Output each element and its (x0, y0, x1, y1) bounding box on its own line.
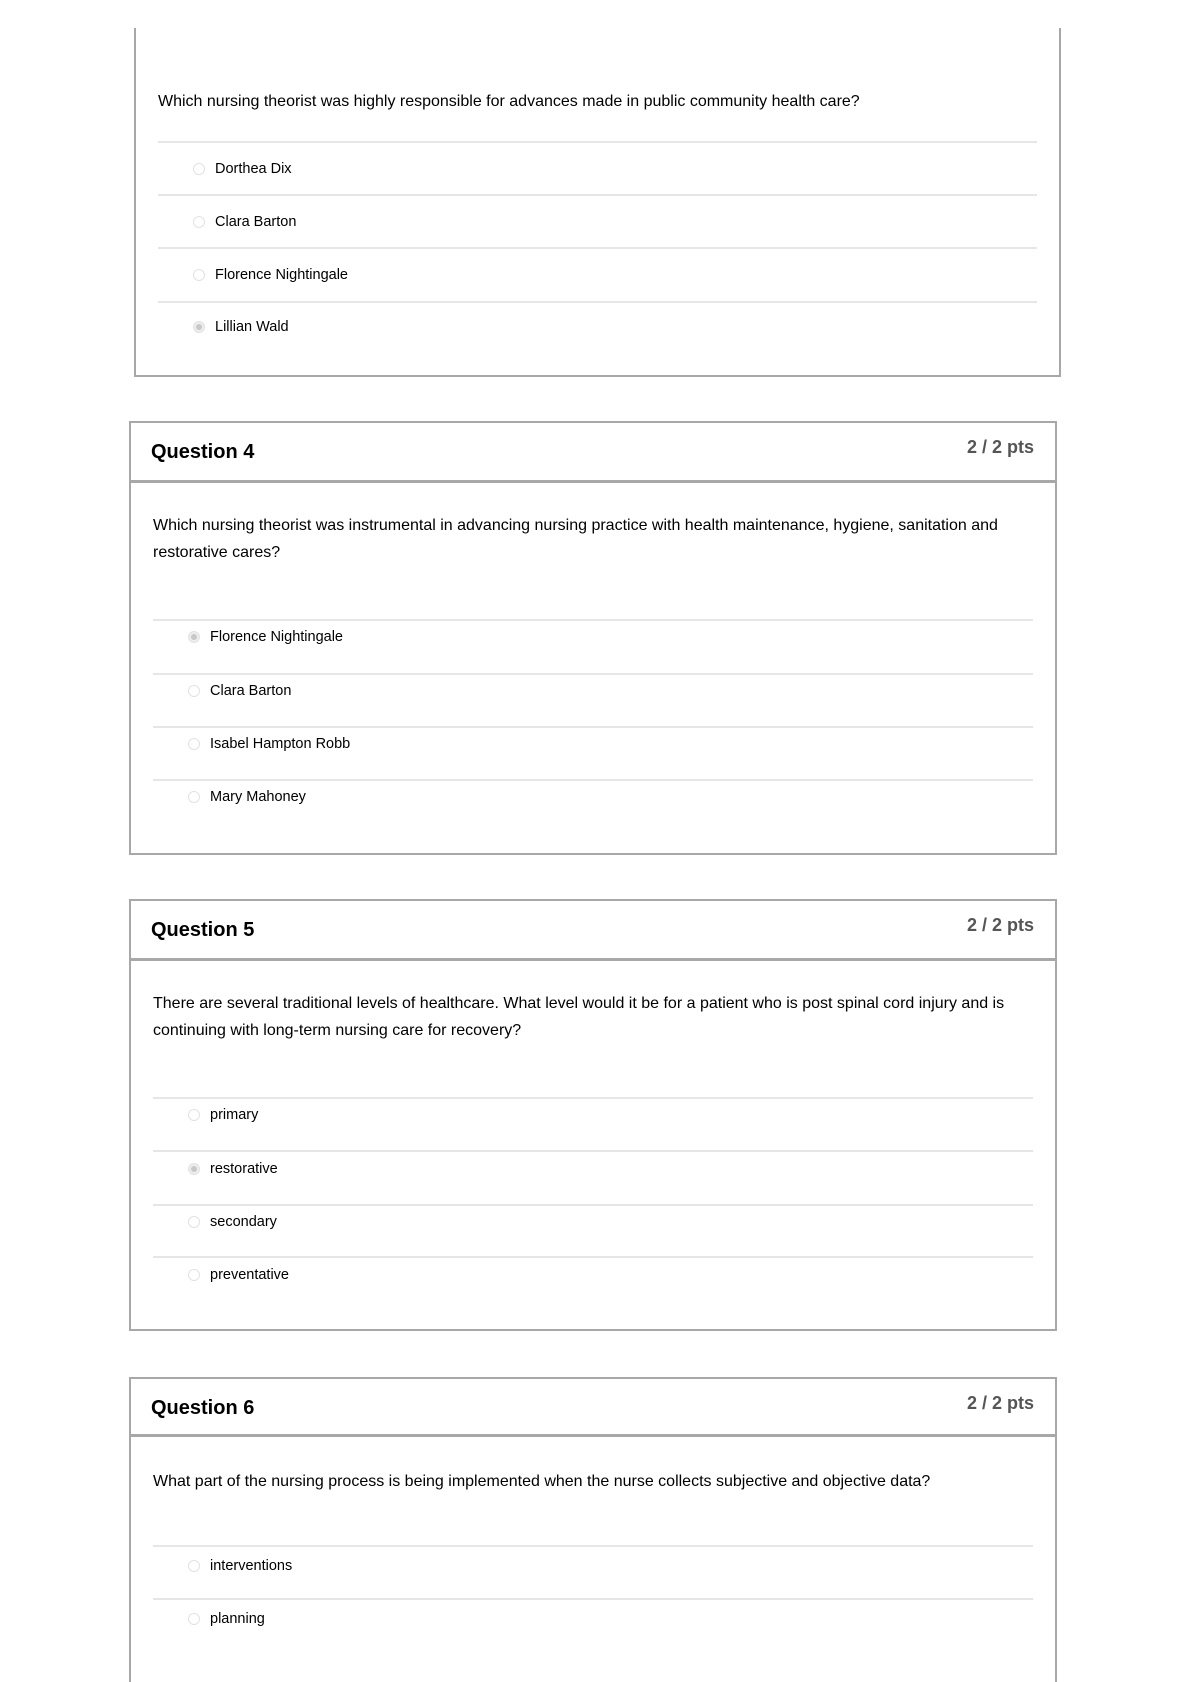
answer-label: primary (210, 1107, 259, 1123)
answer-divider (153, 726, 1033, 728)
answer-label: Isabel Hampton Robb (210, 736, 351, 752)
answer-option[interactable] (188, 1609, 265, 1629)
question-card (129, 421, 1057, 855)
answer-divider (158, 194, 1037, 196)
answer-divider (153, 673, 1033, 675)
answer-option[interactable] (188, 787, 306, 807)
answer-option[interactable] (193, 212, 296, 232)
radio-selected-icon[interactable] (188, 631, 200, 643)
answer-label: planning (210, 1611, 265, 1627)
question-text: There are several traditional levels of healthcare. What level would it be for a patient who is post spinal cord injury and is continuing with long-term nursing care for recovery? (153, 995, 1005, 1039)
answer-label: secondary (210, 1214, 277, 1230)
answer-option[interactable] (188, 681, 291, 701)
answer-divider (153, 1097, 1033, 1099)
question-card (129, 899, 1057, 1331)
question-text: What part of the nursing process is being implemented when the nurse collects subjective and objective data? (153, 1473, 931, 1490)
answer-divider (153, 1256, 1033, 1258)
question-card (134, 28, 1061, 377)
answer-divider (153, 779, 1033, 781)
question-header (131, 901, 1055, 961)
radio-icon[interactable] (188, 791, 200, 803)
question-points: 2 / 2 pts (966, 1393, 1034, 1413)
radio-icon[interactable] (188, 1216, 200, 1228)
radio-icon[interactable] (188, 1109, 200, 1121)
question-points: 2 / 2 pts (966, 915, 1034, 935)
radio-icon[interactable] (193, 216, 205, 228)
answer-option[interactable] (193, 265, 348, 285)
answer-divider (158, 141, 1037, 143)
question-header (131, 423, 1055, 483)
answer-option[interactable] (193, 317, 289, 337)
radio-selected-icon[interactable] (188, 1163, 200, 1175)
question-title: Question 5 (151, 919, 255, 941)
answer-divider (153, 1598, 1033, 1600)
question-title: Question 6 (151, 1397, 255, 1419)
answer-divider (158, 301, 1037, 303)
radio-icon[interactable] (193, 163, 205, 175)
answer-label: restorative (210, 1161, 278, 1177)
answer-divider (158, 247, 1037, 249)
question-header (131, 1379, 1055, 1437)
question-text: Which nursing theorist was highly responsible for advances made in public community health care? (158, 93, 860, 110)
radio-icon[interactable] (188, 1560, 200, 1572)
radio-selected-icon[interactable] (193, 321, 205, 333)
radio-icon[interactable] (188, 1269, 200, 1281)
radio-icon[interactable] (193, 269, 205, 281)
answer-divider (153, 1150, 1033, 1152)
question-title: Question 4 (151, 441, 255, 463)
answer-divider (153, 1204, 1033, 1206)
question-text: Which nursing theorist was instrumental in advancing nursing practice with health maintenance, hygiene, sanitation and restorative cares? (153, 517, 998, 561)
answer-divider (153, 1545, 1033, 1547)
answer-label: Clara Barton (210, 683, 292, 699)
answer-label: Florence Nightingale (215, 267, 348, 283)
answer-option[interactable] (188, 1265, 289, 1285)
answer-label: Dorthea Dix (215, 161, 292, 177)
radio-icon[interactable] (188, 685, 200, 697)
question-card (129, 1377, 1057, 1682)
answer-label: interventions (210, 1558, 293, 1574)
question-points: 2 / 2 pts (966, 437, 1034, 457)
answer-divider (153, 619, 1033, 621)
answer-label: Florence Nightingale (210, 629, 343, 645)
answer-option[interactable] (193, 159, 292, 179)
answer-label: Mary Mahoney (210, 789, 306, 805)
answer-option[interactable] (188, 627, 343, 647)
answer-option[interactable] (188, 734, 350, 754)
answer-label: Clara Barton (215, 214, 297, 230)
answer-option[interactable] (188, 1105, 258, 1125)
answer-option[interactable] (188, 1556, 292, 1576)
radio-icon[interactable] (188, 1613, 200, 1625)
answer-label: preventative (210, 1267, 289, 1283)
answer-label: Lillian Wald (215, 319, 289, 335)
answer-option[interactable] (188, 1159, 278, 1179)
answer-option[interactable] (188, 1212, 277, 1232)
radio-icon[interactable] (188, 738, 200, 750)
